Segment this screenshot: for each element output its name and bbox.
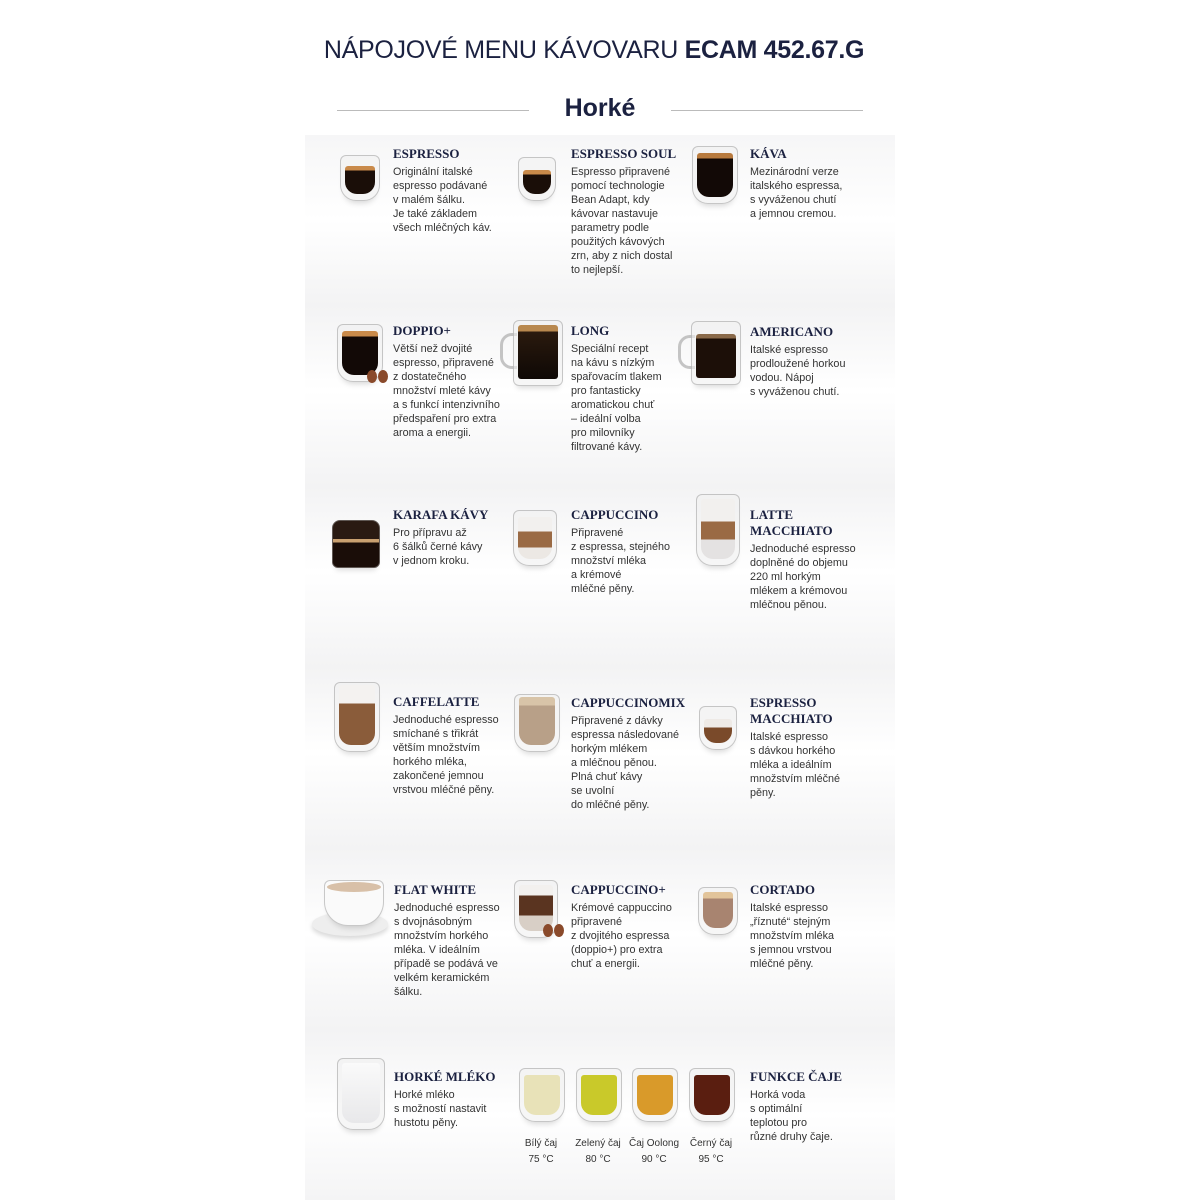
drink-hot-milk[interactable] bbox=[394, 1069, 495, 1130]
drink-name: FUNKCE ČAJE bbox=[750, 1069, 843, 1084]
tea-temperature: 95 °C bbox=[698, 1154, 724, 1165]
drink-americano[interactable] bbox=[750, 324, 845, 399]
drink-name: LATTE MACCHIATO bbox=[750, 507, 833, 538]
flat-white-cup-icon bbox=[324, 880, 384, 926]
drink-cappuccinomix[interactable] bbox=[571, 695, 685, 812]
page-title bbox=[0, 36, 1188, 65]
coffee-beans-icon bbox=[367, 370, 389, 384]
drink-name: KÁVA bbox=[750, 146, 787, 161]
tea-cup-icon bbox=[576, 1068, 622, 1122]
tea-temperature: 80 °C bbox=[585, 1154, 611, 1165]
drink-name: AMERICANO bbox=[750, 324, 834, 339]
coffee-beans-icon bbox=[543, 924, 565, 938]
drink-cortado[interactable] bbox=[750, 882, 834, 971]
cappuccino-cup-icon bbox=[513, 510, 557, 566]
latte-macchiato-glass-icon bbox=[696, 494, 740, 566]
drink-desc: Jednoduché espresso s dvojnásobným množstvím horkého mléka. V ideálním případě se podává ve velkém keramickém šálku. bbox=[394, 902, 500, 998]
drink-desc: Jednoduché espresso smíchané s třikrát větším množstvím horkého mléka, zakončené jemnou vrstvou mléčné pěny. bbox=[393, 714, 499, 796]
drink-desc: Italské espresso „říznuté“ stejným množstvím mléka s jemnou vrstvou mléčné pěny. bbox=[750, 902, 834, 970]
tea-name: Bílý čaj bbox=[524, 1138, 558, 1149]
menu-panel bbox=[305, 135, 895, 1200]
drink-desc: Připravené z dávky espressa následované horkým mlékem a mléčnou pěnou. Plná chuť kávy se uvolní do mléčné pěny. bbox=[571, 715, 680, 811]
title-model: ECAM 452.67.G bbox=[684, 36, 865, 64]
tea-temperature: 75 °C bbox=[528, 1154, 554, 1165]
americano-mug-icon bbox=[691, 321, 741, 385]
drink-caffelatte[interactable] bbox=[393, 694, 499, 797]
drink-espresso-macchiato[interactable] bbox=[750, 695, 840, 800]
drink-long[interactable] bbox=[571, 323, 662, 454]
tea-name: Čaj Oolong bbox=[628, 1138, 680, 1149]
drink-name: DOPPIO+ bbox=[393, 323, 451, 338]
drink-desc: Větší než dvojité espresso, připravené z dostatečného množství mleté kávy a s funkcí intenzivního předspaření pro extra aroma a energii. bbox=[393, 343, 500, 439]
drink-cappuccino-plus[interactable] bbox=[571, 882, 672, 971]
tea-temperature: 90 °C bbox=[641, 1154, 667, 1165]
drink-desc: Horká voda s optimální teplotou pro různé druhy čaje. bbox=[750, 1089, 833, 1143]
drink-desc: Espresso připravené pomocí technologie Bean Adapt, kdy kávovar nastavuje parametry podle použitých kávových zrn, aby z nich dostal to nejlepší. bbox=[571, 166, 673, 276]
cappuccinomix-cup-icon bbox=[514, 694, 560, 752]
drink-desc: Mezinárodní verze italského espressa, s vyváženou chutí a jemnou cremou. bbox=[750, 166, 843, 220]
drink-desc: Originální italské espresso podávané v malém šálku. Je také základem všech mléčných káv. bbox=[393, 166, 492, 234]
drink-flat-white[interactable] bbox=[394, 882, 500, 999]
drink-cappuccino[interactable] bbox=[571, 507, 670, 596]
divider-right bbox=[671, 110, 863, 111]
drink-desc: Italské espresso prodloužené horkou vodou. Nápoj s vyváženou chutí. bbox=[750, 344, 846, 398]
tea-cup-icon bbox=[632, 1068, 678, 1122]
section-title: Horké bbox=[564, 94, 636, 122]
drink-name: FLAT WHITE bbox=[394, 882, 476, 897]
drink-name: CAFFELATTE bbox=[393, 694, 480, 709]
drink-name: ESPRESSO SOUL bbox=[571, 146, 677, 161]
drink-latte-macchiato[interactable] bbox=[750, 507, 856, 612]
espresso-cup-icon bbox=[340, 155, 380, 201]
espresso-soul-cup-icon bbox=[518, 157, 556, 201]
tea-label bbox=[624, 1136, 684, 1168]
tea-name: Černý čaj bbox=[689, 1138, 733, 1149]
long-coffee-mug-icon bbox=[513, 320, 563, 386]
coffee-carafe-icon bbox=[332, 520, 380, 568]
tea-label bbox=[568, 1136, 628, 1168]
drink-name: CAPPUCCINO+ bbox=[571, 882, 666, 897]
drink-espresso-soul[interactable] bbox=[571, 146, 676, 277]
cortado-cup-icon bbox=[698, 887, 738, 935]
title-light: NÁPOJOVÉ MENU KÁVOVARU bbox=[323, 36, 678, 64]
drink-name: ESPRESSO MACCHIATO bbox=[750, 695, 833, 726]
coffee-cup-icon bbox=[692, 146, 738, 204]
drink-name: ESPRESSO bbox=[393, 146, 460, 161]
drink-name: HORKÉ MLÉKO bbox=[394, 1069, 496, 1084]
drink-name: LONG bbox=[571, 323, 610, 338]
espresso-macchiato-cup-icon bbox=[699, 706, 737, 750]
drink-name: CAPPUCCINOMIX bbox=[571, 695, 686, 710]
drink-desc: Pro přípravu až 6 šálků černé kávy v jednom kroku. bbox=[393, 527, 483, 567]
drink-espresso[interactable] bbox=[393, 146, 492, 235]
drink-name: CAPPUCCINO bbox=[571, 507, 659, 522]
drink-karafa[interactable] bbox=[393, 507, 488, 568]
drink-desc: Speciální recept na kávu s nízkým spařovacím tlakem pro fantasticky aromatickou chuť – ideální volba pro milovníky filtrované kávy. bbox=[571, 343, 662, 453]
drink-kava[interactable] bbox=[750, 146, 842, 221]
drink-desc: Připravené z espressa, stejného množství mléka a krémové mléčné pěny. bbox=[571, 527, 671, 595]
drink-name: KARAFA KÁVY bbox=[393, 507, 489, 522]
tea-label bbox=[681, 1136, 741, 1168]
tea-cup-icon bbox=[689, 1068, 735, 1122]
caffelatte-glass-icon bbox=[334, 682, 380, 752]
drink-tea-function[interactable] bbox=[750, 1069, 842, 1144]
tea-name: Zelený čaj bbox=[575, 1138, 621, 1149]
tea-label bbox=[511, 1136, 571, 1168]
drink-desc: Horké mléko s možností nastavit hustotu pěny. bbox=[394, 1089, 487, 1129]
tea-cup-icon bbox=[519, 1068, 565, 1122]
drink-doppio[interactable] bbox=[393, 323, 500, 440]
drink-desc: Jednoduché espresso doplněné do objemu 220 ml horkým mlékem a krémovou mléčnou pěnou. bbox=[750, 543, 856, 611]
drink-desc: Krémové cappuccino připravené z dvojitého espressa (doppio+) pro extra chuť a energii. bbox=[571, 902, 672, 970]
drink-desc: Italské espresso s dávkou horkého mléka a ideálním množstvím mléčné pěny. bbox=[750, 731, 840, 799]
hot-milk-glass-icon bbox=[337, 1058, 385, 1130]
drink-name: CORTADO bbox=[750, 882, 816, 897]
